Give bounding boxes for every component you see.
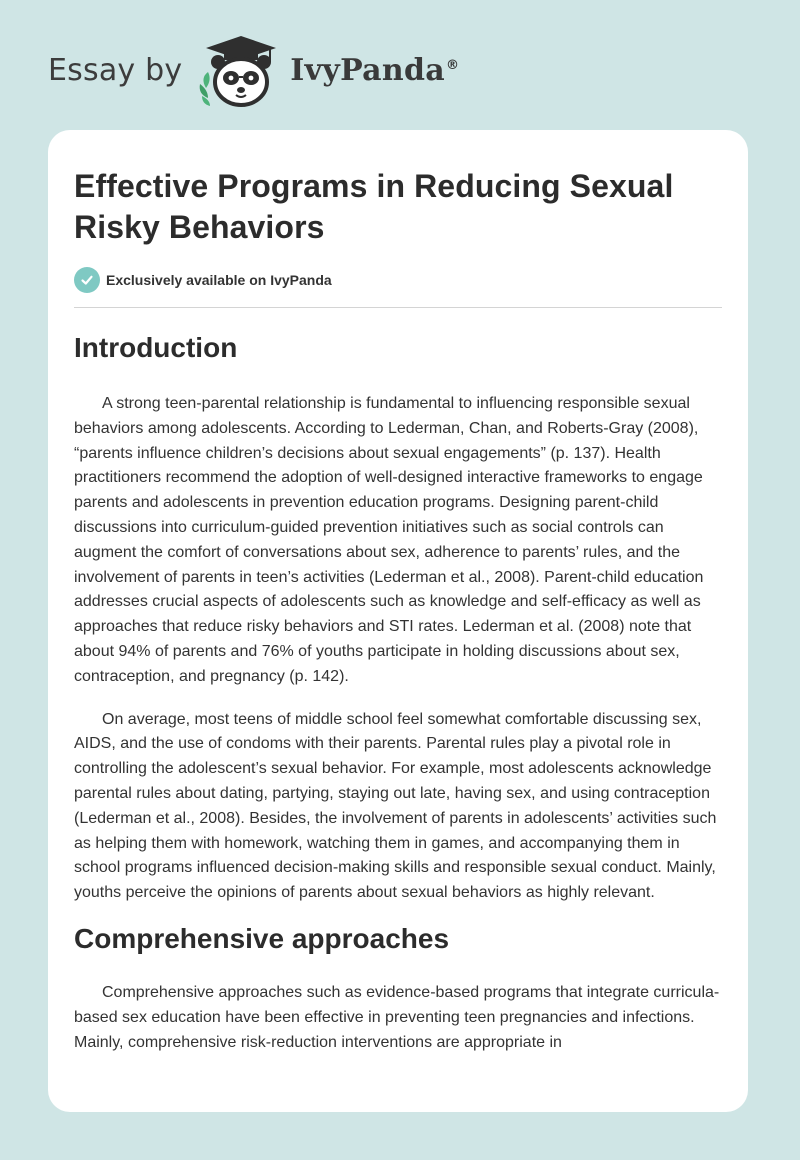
brand-name[interactable]: IvyPanda® bbox=[290, 52, 460, 88]
paragraph: Comprehensive approaches such as evidence-based programs that integrate curricula-based sex education have been effective in preventing teen pregnancies and infections. Mainly, comprehensive risk-reduction interventions are appropriate in bbox=[74, 983, 720, 1051]
essay-by-label: Essay by bbox=[48, 52, 183, 88]
site-header bbox=[48, 30, 459, 110]
exclusive-badge bbox=[74, 266, 722, 294]
registered-mark: ® bbox=[446, 57, 460, 73]
essay-title: Effective Programs in Reducing Sexual Risky Behaviors bbox=[74, 168, 674, 245]
essay-card bbox=[48, 130, 748, 1112]
check-icon bbox=[74, 267, 100, 293]
paragraph: A strong teen-parental relationship is fundamental to influencing responsible sexual behaviors among adolescents. According to Lederman, Chan, and Roberts-Gray (2008), “parents influence children’s decisions about sexual engagements” (p. 137). Health practitioners recommend the adoption of well-designed interactive frameworks to engage parents and adolescents in prevention education programs. Designing parent-child discussions into curriculum-guided prevention initiatives such as social controls can augment the comfort of conversations about sex, adherence to parents’ rules, and the involvement of parents in teen’s activities (Lederman et al., 2008). Parent-child education addresses crucial aspects of adolescents such as knowledge and self-efficacy as well as approaches that reduce risky behaviors and STI rates. Lederman et al. (2008) note that about 94% of parents and 76% of youths participate in holding discussions about sex, contraception, and pregnancy (p. 142). bbox=[74, 395, 704, 685]
panda-graduation-cap-icon[interactable] bbox=[196, 32, 286, 108]
divider bbox=[74, 307, 722, 308]
section-heading-introduction: Introduction bbox=[74, 332, 238, 363]
paragraph: On average, most teens of middle school feel somewhat comfortable discussing sex, AIDS, and the use of condoms with their parents. Parental rules play a pivotal role in controlling the adolescent’s sexual behavior. For example, most adolescents acknowledge parental rules about dating, partying, staying out late, having sex, and using contraception (Lederman et al., 2008). Besides, the involvement of parents in adolescents’ activities such as helping them with homework, watching them in games, and accompanying them in school programs influenced decision-making skills and responsible sexual conduct. Mainly, youths perceive the opinions of parents about sexual behaviors as highly relevant. bbox=[74, 710, 717, 902]
section-heading-comprehensive-approaches: Comprehensive approaches bbox=[74, 922, 450, 954]
exclusive-label: Exclusively available on IvyPanda bbox=[106, 272, 332, 288]
